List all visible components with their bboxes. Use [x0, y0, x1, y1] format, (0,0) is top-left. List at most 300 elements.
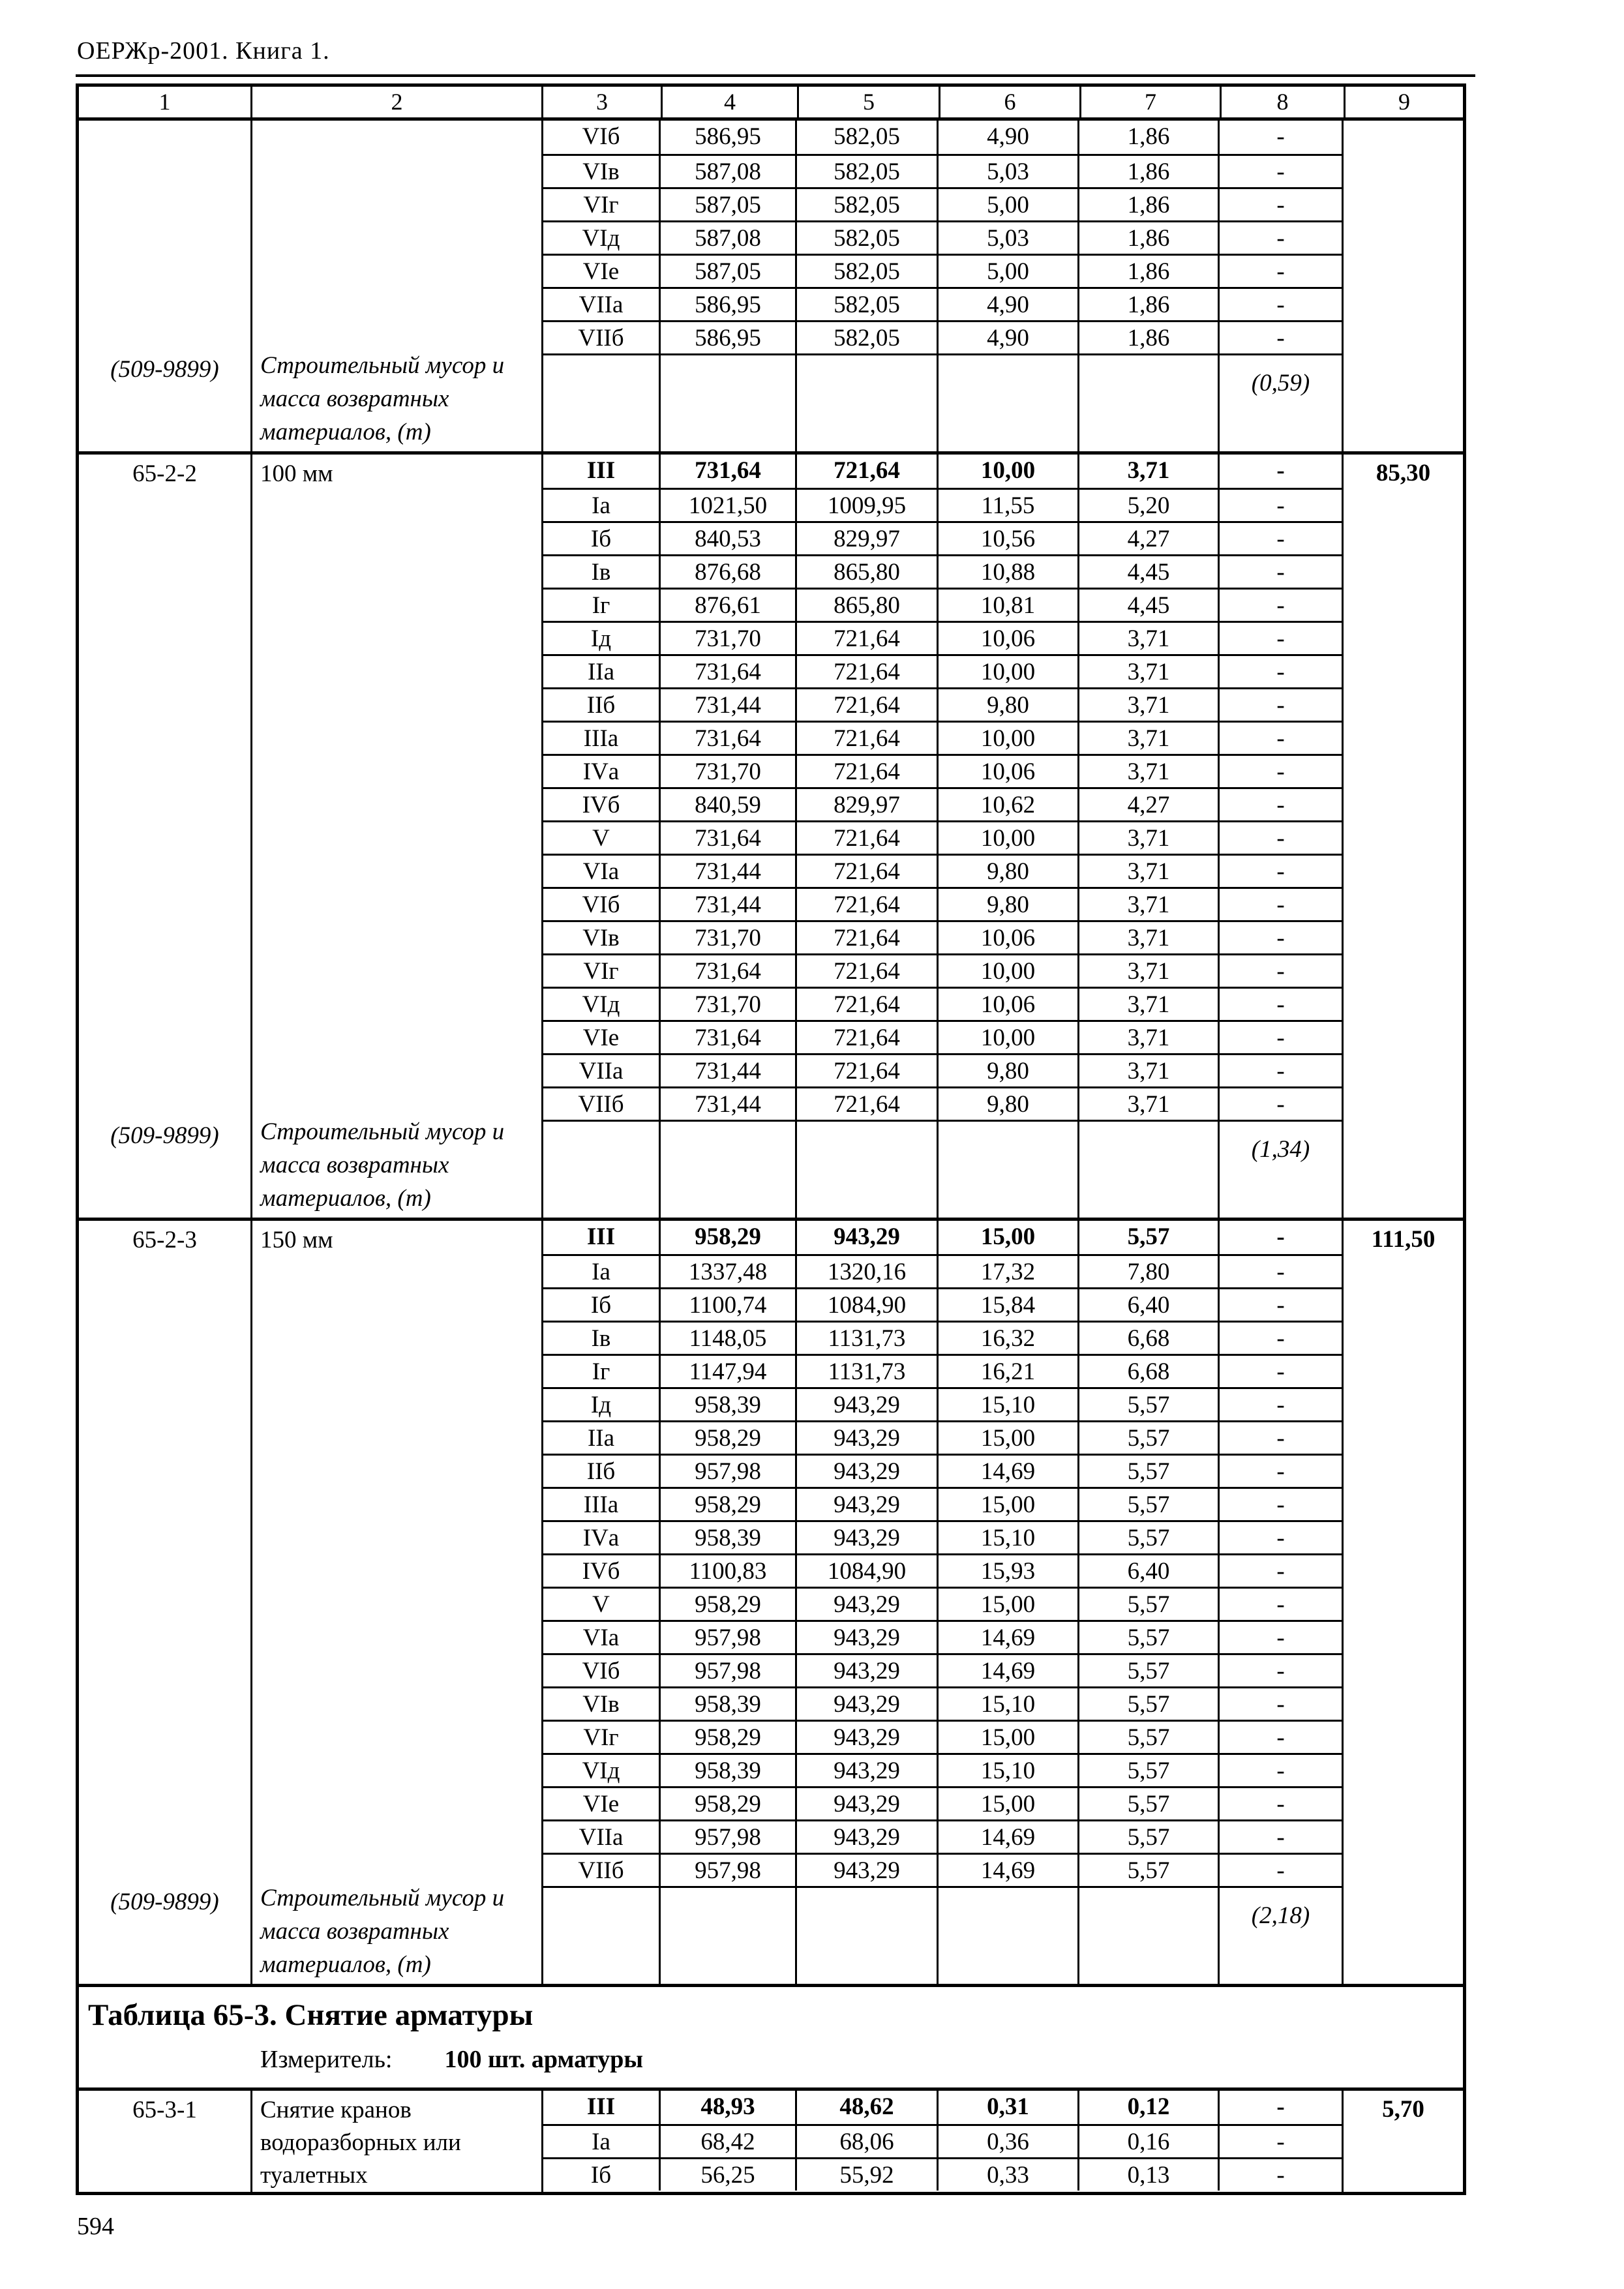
row-value-cell: 9,80 — [939, 854, 1079, 887]
row-value-cell: 5,57 — [1079, 1853, 1220, 1886]
section-note-value: (0,59) — [1220, 353, 1342, 451]
subtable-title-block — [79, 1984, 1463, 2087]
row-value-cell: 10,00 — [939, 721, 1079, 754]
row-value-cell: 721,64 — [797, 854, 939, 887]
row-value-cell: 587,08 — [661, 220, 797, 254]
row-value-cell: 3,71 — [1079, 621, 1220, 654]
note-filler-cell — [543, 1886, 661, 1984]
row-group-cell: VIа — [543, 1620, 661, 1653]
column-header-cell: 7 — [1079, 87, 1220, 117]
row-value-cell: - — [1276, 2093, 1285, 2120]
row-group-cell: VIд — [543, 220, 661, 254]
row-value-cell: 14,69 — [939, 1819, 1079, 1853]
section-col-description — [250, 2091, 541, 2192]
row-value-cell: - — [1220, 521, 1342, 554]
row-value-cell: - — [1220, 154, 1342, 187]
section-note-code: (509-9899) — [110, 1122, 219, 1149]
row-value-cell: 16,32 — [939, 1321, 1079, 1354]
row-value-cell: 587,05 — [661, 187, 797, 220]
row-value-cell: - — [1220, 1686, 1342, 1720]
row-value-cell: 3,71 — [1079, 455, 1220, 488]
column-header-cell: 9 — [1344, 87, 1463, 117]
row-value-cell: - — [1220, 1086, 1342, 1120]
row-value-cell: - — [1276, 457, 1285, 484]
note-filler-cell — [939, 353, 1079, 451]
row-value-cell: 5,57 — [1079, 1786, 1220, 1819]
row-value-cell: 5,57 — [1079, 1221, 1220, 1254]
row-value-cell: 957,98 — [661, 1853, 797, 1886]
row-value-cell: 958,29 — [661, 1720, 797, 1753]
row-group-cell: V — [543, 1587, 661, 1620]
row-value-cell: - — [1220, 1420, 1342, 1454]
row-value-cell: 943,29 — [797, 1786, 939, 1819]
row-value-cell: 943,29 — [797, 1819, 939, 1853]
row-value-cell: - — [1220, 488, 1342, 521]
note-filler-cell — [1079, 1886, 1220, 1984]
row-value-cell: 10,00 — [939, 654, 1079, 687]
section-total — [1344, 121, 1463, 125]
row-value-cell: 3,71 — [1079, 987, 1220, 1020]
row-value-cell: - — [1220, 953, 1342, 987]
row-value-cell: - — [1220, 1753, 1342, 1786]
section-description: 100 мм — [260, 460, 333, 487]
row-value-cell: 1148,05 — [661, 1321, 797, 1354]
row-value-cell: 1,86 — [1079, 287, 1220, 320]
row-group-cell: III — [543, 1221, 661, 1254]
row-value-cell: 876,68 — [661, 554, 797, 588]
row-value-cell: 0,36 — [939, 2124, 1079, 2157]
row-value-cell: 1320,16 — [797, 1254, 939, 1287]
section-description: Снятие кранов водоразборных или туалетных — [260, 2097, 461, 2189]
row-value-cell: 56,25 — [661, 2157, 797, 2191]
section-note-description: Строительный мусор и масса возвратных материалов, (т) — [260, 352, 505, 445]
row-value-cell: 958,39 — [661, 1686, 797, 1720]
row-value-cell: 3,71 — [1079, 820, 1220, 854]
row-value-cell: 1131,73 — [797, 1354, 939, 1387]
row-value-cell: 1100,83 — [661, 1553, 797, 1587]
row-value-cell: 0,13 — [1079, 2157, 1220, 2191]
row-value-cell: 4,27 — [1079, 787, 1220, 820]
row-value-cell: 3,71 — [1079, 687, 1220, 721]
row-value-cell: 1084,90 — [797, 1287, 939, 1321]
section-col-description — [250, 121, 541, 451]
section-note-code: (509-9899) — [110, 356, 219, 383]
row-value-cell: 840,59 — [661, 787, 797, 820]
row-value-cell: - — [1220, 1387, 1342, 1420]
row-value-cell: 731,70 — [661, 621, 797, 654]
row-value-cell: 48,62 — [797, 2091, 939, 2124]
row-group-cell: VIд — [543, 1753, 661, 1786]
section-subtable — [541, 1221, 1344, 1984]
row-value-cell: 731,70 — [661, 754, 797, 787]
row-value-cell: - — [1220, 1653, 1342, 1686]
row-value-cell: 731,44 — [661, 854, 797, 887]
note-filler-cell — [661, 1886, 797, 1984]
row-group-cell: IVб — [543, 787, 661, 820]
row-value-cell: 17,32 — [939, 1254, 1079, 1287]
row-value-cell: - — [1276, 123, 1285, 150]
column-header-cell: 1 — [158, 89, 171, 115]
row-value-cell: - — [1220, 2124, 1342, 2157]
row-group-cell: III — [543, 455, 661, 488]
section-note-code: (509-9899) — [110, 1889, 219, 1915]
row-value-cell: 4,45 — [1079, 554, 1220, 588]
row-value-cell: 6,68 — [1079, 1321, 1220, 1354]
note-filler-cell — [1079, 1120, 1220, 1218]
row-value-cell: - — [1220, 1620, 1342, 1653]
row-value-cell: 5,57 — [1079, 1753, 1220, 1786]
row-value-cell: 68,06 — [797, 2124, 939, 2157]
row-group-cell: Iа — [543, 488, 661, 521]
doc-header: ОЕРЖр-2001. Книга 1. — [77, 37, 330, 65]
row-value-cell: 3,71 — [1079, 1086, 1220, 1120]
row-value-cell: 721,64 — [797, 654, 939, 687]
row-value-cell: 6,68 — [1079, 1354, 1220, 1387]
row-value-cell: 582,05 — [797, 220, 939, 254]
section-note-description: Строительный мусор и масса возвратных материалов, (т) — [260, 1118, 505, 1212]
section-col-code — [79, 121, 250, 451]
row-group-cell: VIе — [543, 1020, 661, 1053]
row-value-cell: 943,29 — [797, 1853, 939, 1886]
section-col-total — [1344, 455, 1463, 1218]
row-value-cell: 10,88 — [939, 554, 1079, 588]
row-value-cell: 0,31 — [939, 2091, 1079, 2124]
row-value-cell: 721,64 — [797, 721, 939, 754]
column-header-cell: 5 — [797, 87, 939, 117]
row-value-cell: 731,70 — [661, 920, 797, 953]
section-col-description — [250, 1221, 541, 1984]
row-value-cell: 9,80 — [939, 887, 1079, 920]
row-value-cell: 15,00 — [939, 1786, 1079, 1819]
row-value-cell: 943,29 — [797, 1720, 939, 1753]
section-col-total — [1344, 1221, 1463, 1984]
note-filler-cell — [543, 1120, 661, 1218]
row-value-cell: 943,29 — [797, 1753, 939, 1786]
section-description: 150 мм — [260, 1227, 333, 1253]
section-col-total — [1344, 2091, 1463, 2192]
row-value-cell: 15,93 — [939, 1553, 1079, 1587]
row-value-cell: 15,00 — [939, 1587, 1079, 1620]
row-value-cell: 10,06 — [939, 987, 1079, 1020]
note-filler-cell — [1079, 353, 1220, 451]
row-value-cell: 5,57 — [1079, 1520, 1220, 1553]
row-group-cell: Iа — [543, 2124, 661, 2157]
row-value-cell: 5,20 — [1079, 488, 1220, 521]
section-col-total — [1344, 121, 1463, 451]
row-value-cell: 7,80 — [1079, 1254, 1220, 1287]
row-value-cell: 731,70 — [661, 987, 797, 1020]
row-value-cell: 731,44 — [661, 887, 797, 920]
row-value-cell: 943,29 — [797, 1221, 939, 1254]
row-value-cell: 4,27 — [1079, 521, 1220, 554]
row-value-cell: 876,61 — [661, 588, 797, 621]
row-value-cell: - — [1220, 987, 1342, 1020]
row-value-cell: 943,29 — [797, 1454, 939, 1487]
page-number: 594 — [77, 2213, 114, 2240]
row-value-cell: - — [1220, 754, 1342, 787]
section-code: 65-3-1 — [132, 2097, 197, 2123]
row-value-cell: 0,16 — [1079, 2124, 1220, 2157]
row-group-cell: Iб — [543, 2157, 661, 2191]
row-value-cell: 721,64 — [797, 1020, 939, 1053]
row-group-cell: Iв — [543, 554, 661, 588]
section-code: 65-2-2 — [132, 460, 197, 487]
row-group-cell: Iв — [543, 1321, 661, 1354]
row-value-cell: 829,97 — [797, 521, 939, 554]
row-value-cell: 5,57 — [1079, 1420, 1220, 1454]
row-group-cell: VIг — [543, 953, 661, 987]
section-subtable — [541, 121, 1344, 451]
row-value-cell: 4,90 — [939, 320, 1079, 353]
table-header-row — [79, 87, 1463, 121]
section-note-description: Строительный мусор и масса возвратных материалов, (т) — [260, 1885, 505, 1978]
row-value-cell: 731,44 — [661, 687, 797, 721]
row-value-cell: 10,56 — [939, 521, 1079, 554]
row-value-cell: 943,29 — [797, 1653, 939, 1686]
row-group-cell: Iб — [543, 1287, 661, 1321]
row-group-cell: III — [543, 2091, 661, 2124]
row-value-cell: 5,57 — [1079, 1620, 1220, 1653]
row-group-cell: IIб — [543, 1454, 661, 1487]
row-value-cell: 721,64 — [797, 987, 939, 1020]
row-value-cell: 3,71 — [1079, 754, 1220, 787]
row-value-cell: 15,00 — [939, 1221, 1079, 1254]
row-value-cell: 1147,94 — [661, 1354, 797, 1387]
izmeritel-label: Измеритель: — [260, 2046, 393, 2073]
row-group-cell: Iа — [543, 1254, 661, 1287]
row-value-cell: 10,06 — [939, 920, 1079, 953]
row-value-cell: - — [1220, 1321, 1342, 1354]
column-header-cell: 3 — [541, 87, 661, 117]
note-filler-cell — [661, 1120, 797, 1218]
row-value-cell: 0,33 — [939, 2157, 1079, 2191]
row-value-cell: 958,39 — [661, 1387, 797, 1420]
row-value-cell: 958,29 — [661, 1420, 797, 1454]
column-header-cell: 2 — [250, 87, 541, 117]
row-value-cell: 5,57 — [1079, 1387, 1220, 1420]
row-value-cell: - — [1220, 1020, 1342, 1053]
row-group-cell: IVб — [543, 1553, 661, 1587]
subtable-title: Таблица 65-3. Снятие арматуры — [88, 1998, 534, 2032]
row-value-cell: 15,00 — [939, 1487, 1079, 1520]
row-value-cell: - — [1220, 721, 1342, 754]
note-filler-cell — [797, 1120, 939, 1218]
row-group-cell: IIб — [543, 687, 661, 721]
row-group-cell: VIв — [543, 920, 661, 953]
section-subtable — [541, 2091, 1344, 2192]
row-value-cell: 721,64 — [797, 920, 939, 953]
row-group-cell: IVа — [543, 754, 661, 787]
row-value-cell: 721,64 — [797, 687, 939, 721]
row-value-cell: 6,40 — [1079, 1553, 1220, 1587]
row-value-cell: 865,80 — [797, 588, 939, 621]
row-group-cell: VIб — [543, 1653, 661, 1686]
row-value-cell: 957,98 — [661, 1620, 797, 1653]
row-value-cell: 4,45 — [1079, 588, 1220, 621]
row-value-cell: 958,29 — [661, 1587, 797, 1620]
row-value-cell: 1337,48 — [661, 1254, 797, 1287]
row-value-cell: - — [1220, 1354, 1342, 1387]
row-value-cell: 587,05 — [661, 254, 797, 287]
row-group-cell: VIд — [543, 987, 661, 1020]
row-value-cell: 10,00 — [939, 820, 1079, 854]
note-filler-cell — [797, 1886, 939, 1984]
row-value-cell: 958,39 — [661, 1753, 797, 1786]
row-value-cell: 1,86 — [1079, 154, 1220, 187]
row-value-cell: 3,71 — [1079, 1053, 1220, 1086]
table-section — [79, 121, 1463, 451]
section-description — [252, 121, 541, 124]
row-value-cell: 957,98 — [661, 1454, 797, 1487]
row-value-cell: 829,97 — [797, 787, 939, 820]
row-group-cell: VIIа — [543, 1053, 661, 1086]
row-value-cell: - — [1220, 920, 1342, 953]
row-value-cell: 5,57 — [1079, 1454, 1220, 1487]
row-value-cell: 14,69 — [939, 1454, 1079, 1487]
row-value-cell: 721,64 — [797, 1053, 939, 1086]
note-filler-cell — [661, 353, 797, 451]
row-value-cell: 582,05 — [797, 254, 939, 287]
row-value-cell: 15,00 — [939, 1420, 1079, 1454]
row-value-cell: 721,64 — [797, 754, 939, 787]
row-value-cell: 957,98 — [661, 1653, 797, 1686]
row-value-cell: 14,69 — [939, 1853, 1079, 1886]
row-value-cell: 958,29 — [661, 1221, 797, 1254]
row-value-cell: 5,57 — [1079, 1653, 1220, 1686]
row-value-cell: - — [1220, 2157, 1342, 2191]
row-value-cell: 0,12 — [1079, 2091, 1220, 2124]
row-value-cell: - — [1220, 1487, 1342, 1520]
row-group-cell: VIе — [543, 1786, 661, 1819]
row-group-cell: VIг — [543, 1720, 661, 1753]
row-value-cell: - — [1220, 687, 1342, 721]
row-value-cell: 721,64 — [797, 455, 939, 488]
note-filler-cell — [939, 1886, 1079, 1984]
row-value-cell: 958,39 — [661, 1520, 797, 1553]
row-value-cell: 15,10 — [939, 1753, 1079, 1786]
note-filler-cell — [543, 353, 661, 451]
row-value-cell: 943,29 — [797, 1686, 939, 1720]
row-value-cell: 5,57 — [1079, 1587, 1220, 1620]
section-code: 65-2-3 — [132, 1227, 197, 1253]
row-group-cell: VIIб — [543, 1853, 661, 1886]
section-total: 111,50 — [1371, 1226, 1436, 1253]
row-value-cell: 5,00 — [939, 254, 1079, 287]
row-value-cell: 3,71 — [1079, 1020, 1220, 1053]
row-group-cell: V — [543, 820, 661, 854]
row-value-cell: 15,10 — [939, 1686, 1079, 1720]
row-value-cell: 4,90 — [939, 121, 1079, 154]
row-value-cell: 55,92 — [797, 2157, 939, 2191]
table-section — [79, 2087, 1463, 2192]
row-value-cell: 15,10 — [939, 1387, 1079, 1420]
row-value-cell: 15,10 — [939, 1520, 1079, 1553]
row-value-cell: 943,29 — [797, 1520, 939, 1553]
row-value-cell: 943,29 — [797, 1620, 939, 1653]
row-group-cell: IIа — [543, 654, 661, 687]
row-value-cell: 582,05 — [797, 320, 939, 353]
row-value-cell: 721,64 — [797, 887, 939, 920]
table-section — [79, 1218, 1463, 1984]
row-value-cell: 586,95 — [661, 320, 797, 353]
column-header-cell: 6 — [939, 87, 1079, 117]
row-value-cell: 586,95 — [661, 287, 797, 320]
row-group-cell: VIб — [543, 121, 661, 154]
row-value-cell: 15,00 — [939, 1720, 1079, 1753]
row-value-cell: 10,00 — [939, 455, 1079, 488]
row-value-cell: - — [1220, 220, 1342, 254]
row-value-cell: 731,64 — [661, 455, 797, 488]
row-group-cell: IIIа — [543, 1487, 661, 1520]
row-value-cell: 3,71 — [1079, 854, 1220, 887]
row-value-cell: 943,29 — [797, 1387, 939, 1420]
row-value-cell: - — [1220, 187, 1342, 220]
row-value-cell: 9,80 — [939, 1086, 1079, 1120]
row-group-cell: VIIб — [543, 320, 661, 353]
section-note-value: (2,18) — [1220, 1886, 1342, 1984]
row-value-cell: 10,62 — [939, 787, 1079, 820]
row-group-cell: IIIа — [543, 721, 661, 754]
row-value-cell: 3,71 — [1079, 887, 1220, 920]
row-group-cell: VIIб — [543, 1086, 661, 1120]
row-value-cell: 958,29 — [661, 1786, 797, 1819]
row-value-cell: 1084,90 — [797, 1553, 939, 1587]
row-value-cell: 6,40 — [1079, 1287, 1220, 1321]
row-value-cell: 1021,50 — [661, 488, 797, 521]
section-subtable — [541, 455, 1344, 1218]
row-value-cell: 3,71 — [1079, 721, 1220, 754]
row-group-cell: Iб — [543, 521, 661, 554]
row-group-cell: VIа — [543, 854, 661, 887]
row-group-cell: VIб — [543, 887, 661, 920]
row-value-cell: - — [1220, 1454, 1342, 1487]
row-value-cell: - — [1220, 887, 1342, 920]
row-value-cell: 586,95 — [661, 121, 797, 154]
row-value-cell: 15,84 — [939, 1287, 1079, 1321]
row-value-cell: 731,44 — [661, 1086, 797, 1120]
row-group-cell: VIв — [543, 154, 661, 187]
row-group-cell: Iг — [543, 588, 661, 621]
column-header-cell: 8 — [1220, 87, 1344, 117]
row-value-cell: 731,64 — [661, 654, 797, 687]
row-value-cell: 5,57 — [1079, 1819, 1220, 1853]
row-value-cell: - — [1220, 588, 1342, 621]
row-value-cell: 10,06 — [939, 754, 1079, 787]
row-value-cell: - — [1220, 787, 1342, 820]
row-value-cell: 731,44 — [661, 1053, 797, 1086]
row-value-cell: 11,55 — [939, 488, 1079, 521]
column-header-cell: 4 — [661, 87, 797, 117]
row-value-cell: 1131,73 — [797, 1321, 939, 1354]
row-value-cell: 14,69 — [939, 1653, 1079, 1686]
row-group-cell: IIа — [543, 1420, 661, 1454]
row-value-cell: 10,00 — [939, 1020, 1079, 1053]
norms-table — [76, 83, 1466, 2195]
row-value-cell: - — [1220, 621, 1342, 654]
row-value-cell: - — [1220, 554, 1342, 588]
row-group-cell: Iг — [543, 1354, 661, 1387]
row-value-cell: 1,86 — [1079, 220, 1220, 254]
row-group-cell: VIг — [543, 187, 661, 220]
row-value-cell: - — [1220, 254, 1342, 287]
row-value-cell: 587,08 — [661, 154, 797, 187]
row-value-cell: - — [1220, 287, 1342, 320]
row-value-cell: 731,64 — [661, 721, 797, 754]
row-value-cell: 1,86 — [1079, 187, 1220, 220]
row-group-cell: VIIа — [543, 1819, 661, 1853]
top-rule — [76, 74, 1475, 77]
row-value-cell: 731,64 — [661, 820, 797, 854]
